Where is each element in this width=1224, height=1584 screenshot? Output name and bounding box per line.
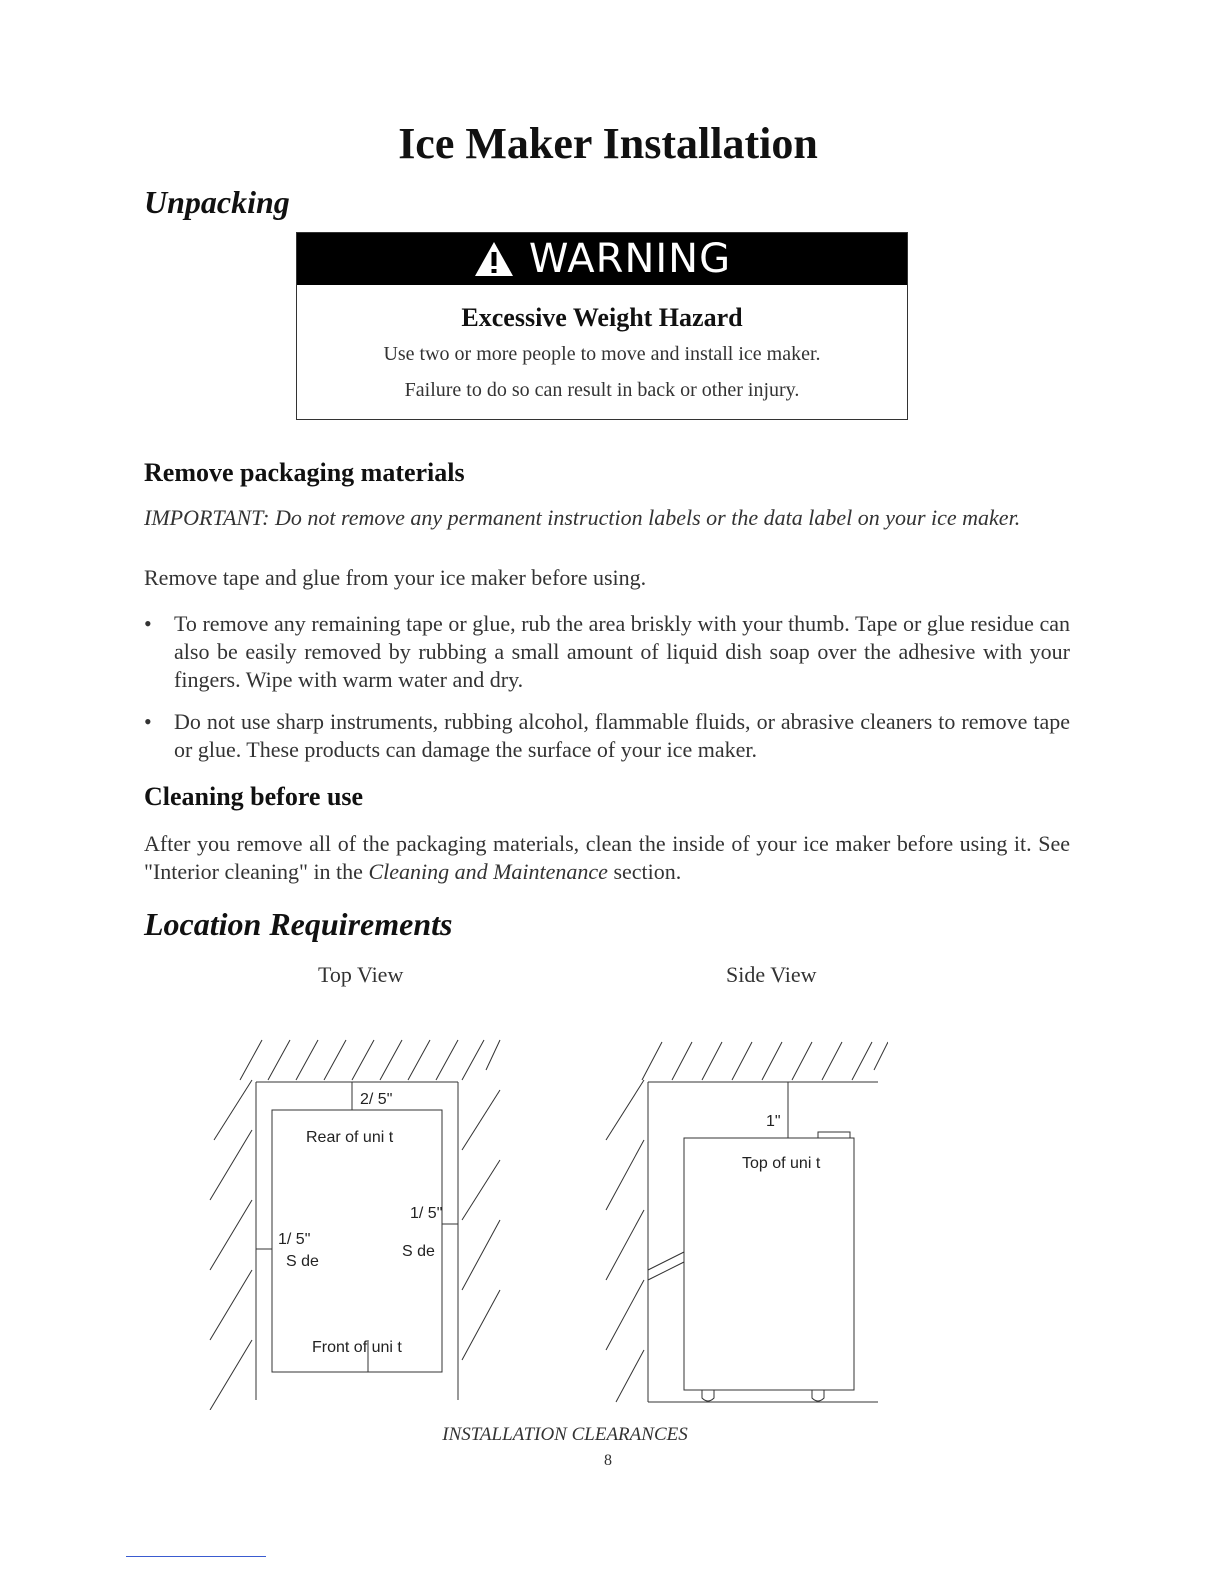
warning-box	[296, 232, 908, 420]
section-title-location: Location Requirements	[144, 906, 453, 942]
top-label: Top of uni t	[742, 1155, 821, 1172]
top-view-diagram	[200, 1030, 510, 1410]
list-item-text: Do not use sharp instruments, rubbing alcohol, flammable fluids, or abrasive cleaners to remove tape or glue. These products can damage the surface of your ice maker.	[174, 709, 1070, 762]
warning-text: Failure to do so can result in back or other injury.	[404, 379, 800, 401]
paragraph-cleaning	[144, 830, 1070, 886]
subsection-title-cleaning: Cleaning before use	[144, 782, 364, 811]
side-view-diagram	[598, 1030, 888, 1410]
footer-rule	[126, 1556, 266, 1557]
left-gap-label: 1/ 5"	[278, 1231, 311, 1248]
top-gap-label: 1"	[766, 1113, 781, 1130]
list-item-text: To remove any remaining tape or glue, rub the area briskly with your thumb. Tape or glue residue can also be easily removed by rubbing a small amount of liquid dish soap over the adhesive with your fingers. Wipe with warm water and dry.	[174, 611, 1070, 692]
paragraph: Remove tape and glue from your ice maker before using.	[144, 565, 647, 590]
left-side-label: S de	[286, 1253, 319, 1270]
rear-label: Rear of uni t	[306, 1129, 394, 1146]
diagram-caption: INSTALLATION CLEARANCES	[442, 1424, 688, 1445]
subsection-title-remove-packaging: Remove packaging materials	[144, 458, 465, 487]
section-title-unpacking: Unpacking	[144, 184, 290, 220]
section-reference: Cleaning and Maintenance	[368, 859, 608, 884]
warning-triangle-icon	[473, 240, 515, 278]
right-gap-label: 1/ 5"	[410, 1205, 443, 1222]
top-view-label: Top View	[318, 962, 404, 987]
warning-heading: Excessive Weight Hazard	[461, 303, 743, 332]
warning-banner	[297, 233, 907, 285]
list-item	[144, 610, 1070, 694]
bullet-icon: •	[144, 611, 152, 636]
warning-label: WARNING	[528, 236, 732, 282]
important-note: IMPORTANT: Do not remove any permanent instruction labels or the data label on your ice maker.	[144, 505, 1021, 530]
warning-text: Use two or more people to move and install ice maker.	[383, 343, 821, 365]
paragraph-text: section.	[607, 859, 682, 884]
page-number: 8	[604, 1452, 612, 1469]
paragraph-text: After you remove all of the packaging materials, clean the inside of your ice maker before using it. See "Interior cleaning" in the	[144, 831, 1070, 884]
front-label: Front of uni t	[312, 1339, 402, 1356]
side-view-label: Side View	[726, 962, 817, 987]
right-side-label: S de	[402, 1243, 435, 1260]
page-title: Ice Maker Installation	[398, 119, 818, 168]
rear-gap-label: 2/ 5"	[360, 1091, 393, 1108]
list-item	[144, 708, 1070, 764]
bullet-icon: •	[144, 709, 152, 734]
